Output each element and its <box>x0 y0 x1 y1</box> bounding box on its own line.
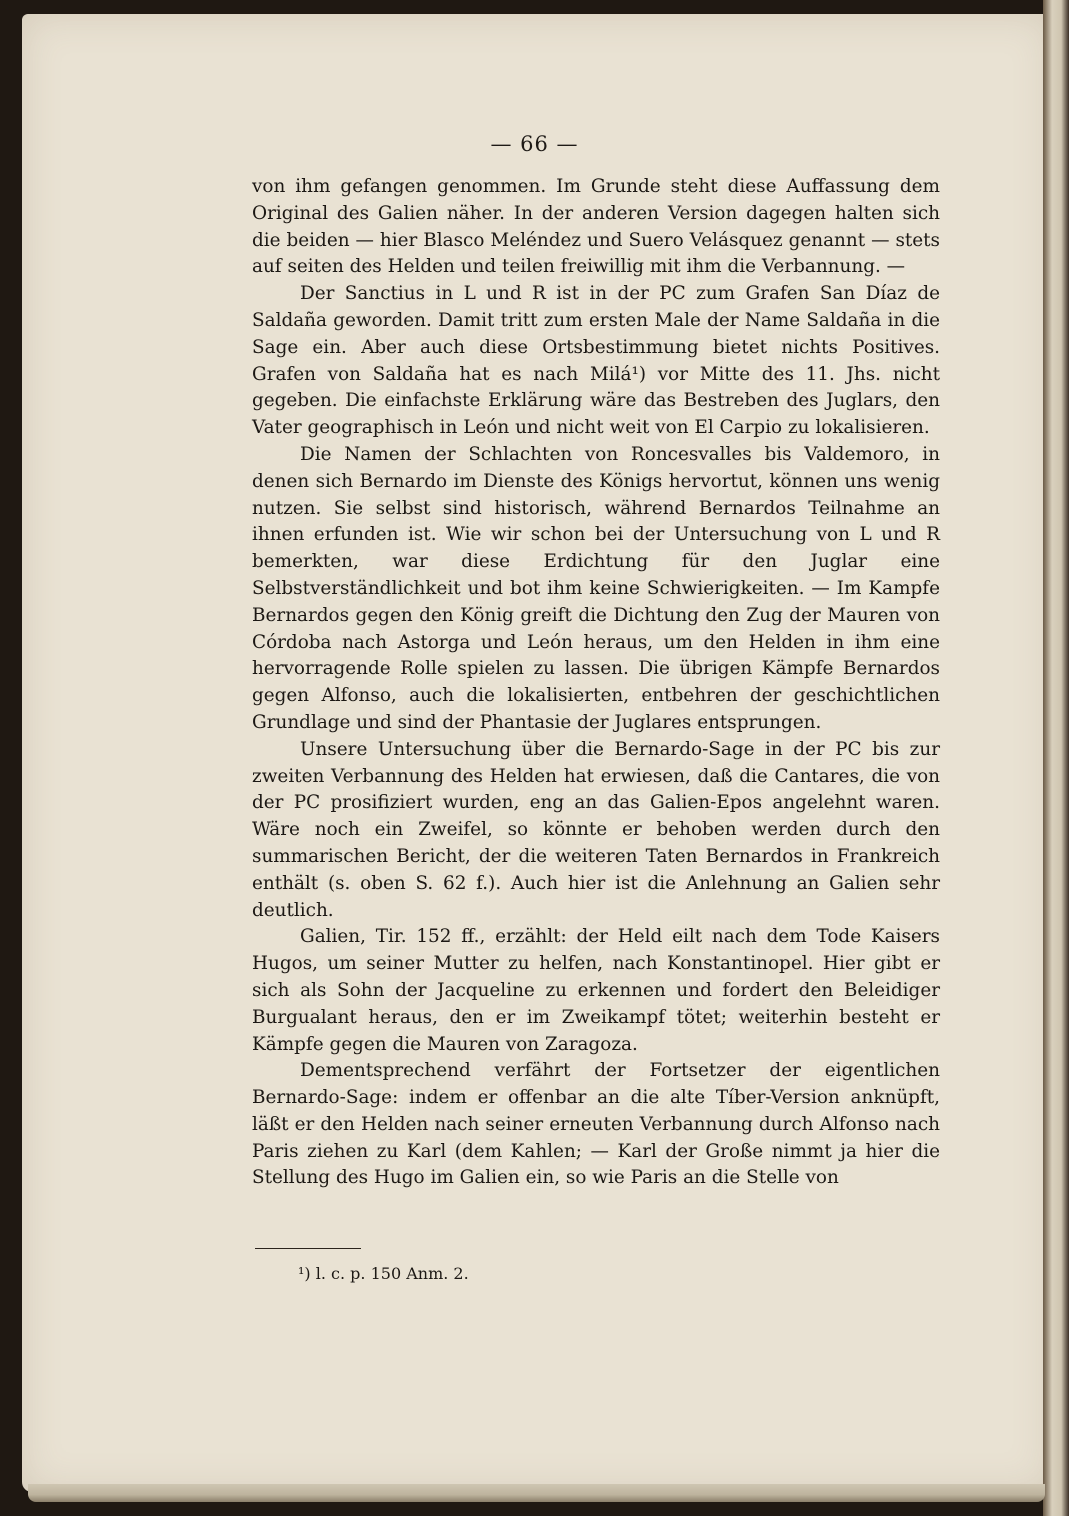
paragraph-4: Unsere Untersuchung über die Bernardo-Sage in der PC bis zur zweiten Verbannung des Helden hat erwiesen, daß die Cantares, die von der PC prosifiziert wurden, eng an das Galien-Epos angelehnt waren. Wäre noch ein Zweifel, so könnte er behoben werden durch den summarischen Bericht, der die weiteren Taten Bernardos in Frankreich enthält (s. oben S. 62 f.). Auch hier ist die Anlehnung an Galien sehr deutlich. <box>252 738 940 921</box>
paragraph-3: Die Namen der Schlachten von Roncesvalles bis Valdemoro, in denen sich Bernardo im Dienste des Königs hervortut, können uns wenig nutzen. Sie selbst sind historisch, während Bernardos Teilnahme an ihnen erfunden ist. Wie wir schon bei der Untersuchung von L und R bemerkten, war diese Erdichtung für den Juglar eine Selbstverständlichkeit und bot ihm keine Schwierigkeiten. — Im Kampfe Bernardos gegen den König greift die Dichtung den Zug der Mauren von Córdoba nach Astorga und León heraus, um den Helden in ihm eine hervorragende Rolle spielen zu lassen. Die übrigen Kämpfe Bernardos gegen Alfonso, auch die lokalisierten, entbehren der geschichtlichen Grundlage und sind der Phantasie der Juglares entsprungen. <box>252 443 940 733</box>
page-edge-bottom <box>28 1484 1045 1502</box>
paragraph-6: Dementsprechend verfährt der Fortsetzer der eigentlichen Bernardo-Sage: indem er offenbar an die alte Tíber-Version anknüpft, läßt er den Helden nach seiner erneuten Verbannung durch Alfonso nach Paris ziehen zu Karl (dem Kahlen; — Karl der Große nimmt ja hier die Stellung des Hugo im Galien ein, so wie Paris an die Stelle von <box>252 1060 940 1189</box>
page-number: — 66 — <box>490 132 579 156</box>
body-text <box>252 174 940 1192</box>
footnote: ¹) l. c. p. 150 Anm. 2. <box>298 1264 469 1283</box>
paragraph-5: Galien, Tir. 152 ff., erzählt: der Held eilt nach dem Tode Kaisers Hugos, um seiner Mutter zu helfen, nach Konstantinopel. Hier gibt er sich als Sohn der Jacqueline zu erkennen und fordert den Beleidiger Burgualant heraus, den er im Zweikampf tötet; weiterhin besteht er Kämpfe gegen die Mauren von Zaragoza. <box>252 926 940 1055</box>
page-edge-right <box>1043 0 1069 1516</box>
paragraph-2: Der Sanctius in L und R ist in der PC zum Grafen San Díaz de Saldaña geworden. Damit tritt zum ersten Male der Name Saldaña in die Sage ein. Aber auch diese Ortsbestimmung bietet nichts Positives. Grafen von Saldaña hat es nach Milá¹) vor Mitte des 11. Jhs. nicht gegeben. Die einfachste Erklärung wäre das Bestreben des Juglars, den Vater geographisch in León und nicht weit von El Carpio zu lokalisieren. <box>252 283 940 439</box>
footnote-rule <box>255 1248 361 1249</box>
paragraph-1: von ihm gefangen genommen. Im Grunde steht diese Auffassung dem Original des Galien näher. In der anderen Version dagegen halten sich die beiden — hier Blasco Meléndez und Suero Velásquez genannt — stets auf seiten des Helden und teilen freiwillig mit ihm die Verbannung. — <box>252 176 940 278</box>
